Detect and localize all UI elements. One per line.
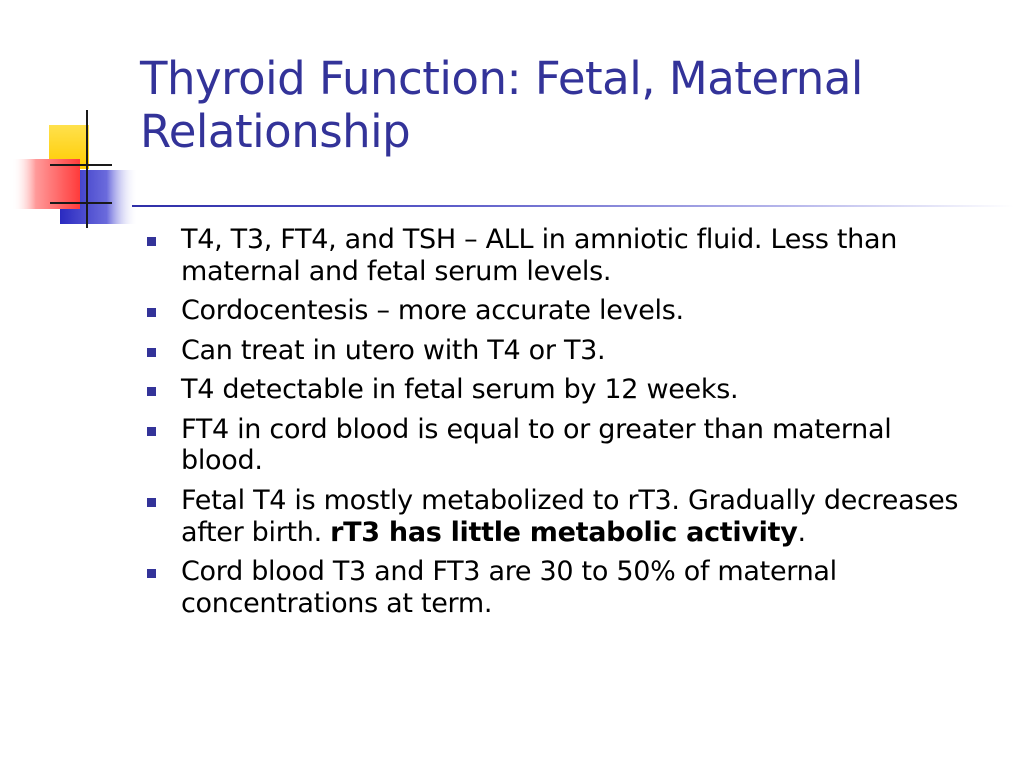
square-bullet-icon: [147, 569, 156, 578]
list-item: [145, 335, 975, 367]
red-square: [12, 159, 80, 209]
bullet-text: Can treat in utero with T4 or T3.: [181, 334, 606, 366]
decorative-squares-graphic: [0, 0, 150, 240]
square-bullet-icon: [147, 237, 156, 246]
square-bullet-icon: [147, 498, 156, 507]
square-bullet-icon: [147, 387, 156, 396]
title-divider: [132, 205, 1014, 207]
square-bullet-icon: [147, 427, 156, 436]
list-item: [145, 414, 975, 477]
square-bullet-icon: [147, 308, 156, 317]
bullet-text: T4, T3, FT4, and TSH – ALL in amniotic fluid. Less than maternal and fetal serum levels.: [181, 224, 898, 287]
list-item: [145, 224, 975, 287]
bullet-text: T4 detectable in fetal serum by 12 weeks.: [181, 374, 739, 406]
bullet-list: [145, 224, 975, 627]
list-item: [145, 374, 975, 406]
bullet-text-bold: rT3 has little metabolic activity: [330, 516, 798, 548]
bullet-text: Cord blood T3 and FT3 are 30 to 50% of maternal concentrations at term.: [181, 556, 837, 619]
bullet-text: [181, 485, 958, 548]
bullet-text: FT4 in cord blood is equal to or greater than maternal blood.: [181, 413, 892, 477]
slide-title: Thyroid Function: Fetal, Maternal Relationship: [140, 52, 863, 159]
bullet-text-plain: Fetal T4 is mostly metabolized to rT3. Gradually decreases after birth.: [181, 485, 959, 548]
square-bullet-icon: [147, 348, 156, 357]
list-item: [145, 556, 975, 619]
bullet-text: Cordocentesis – more accurate levels.: [181, 295, 684, 327]
list-item: [145, 485, 975, 548]
list-item: [145, 295, 975, 327]
bullet-text-tail: .: [797, 516, 806, 548]
